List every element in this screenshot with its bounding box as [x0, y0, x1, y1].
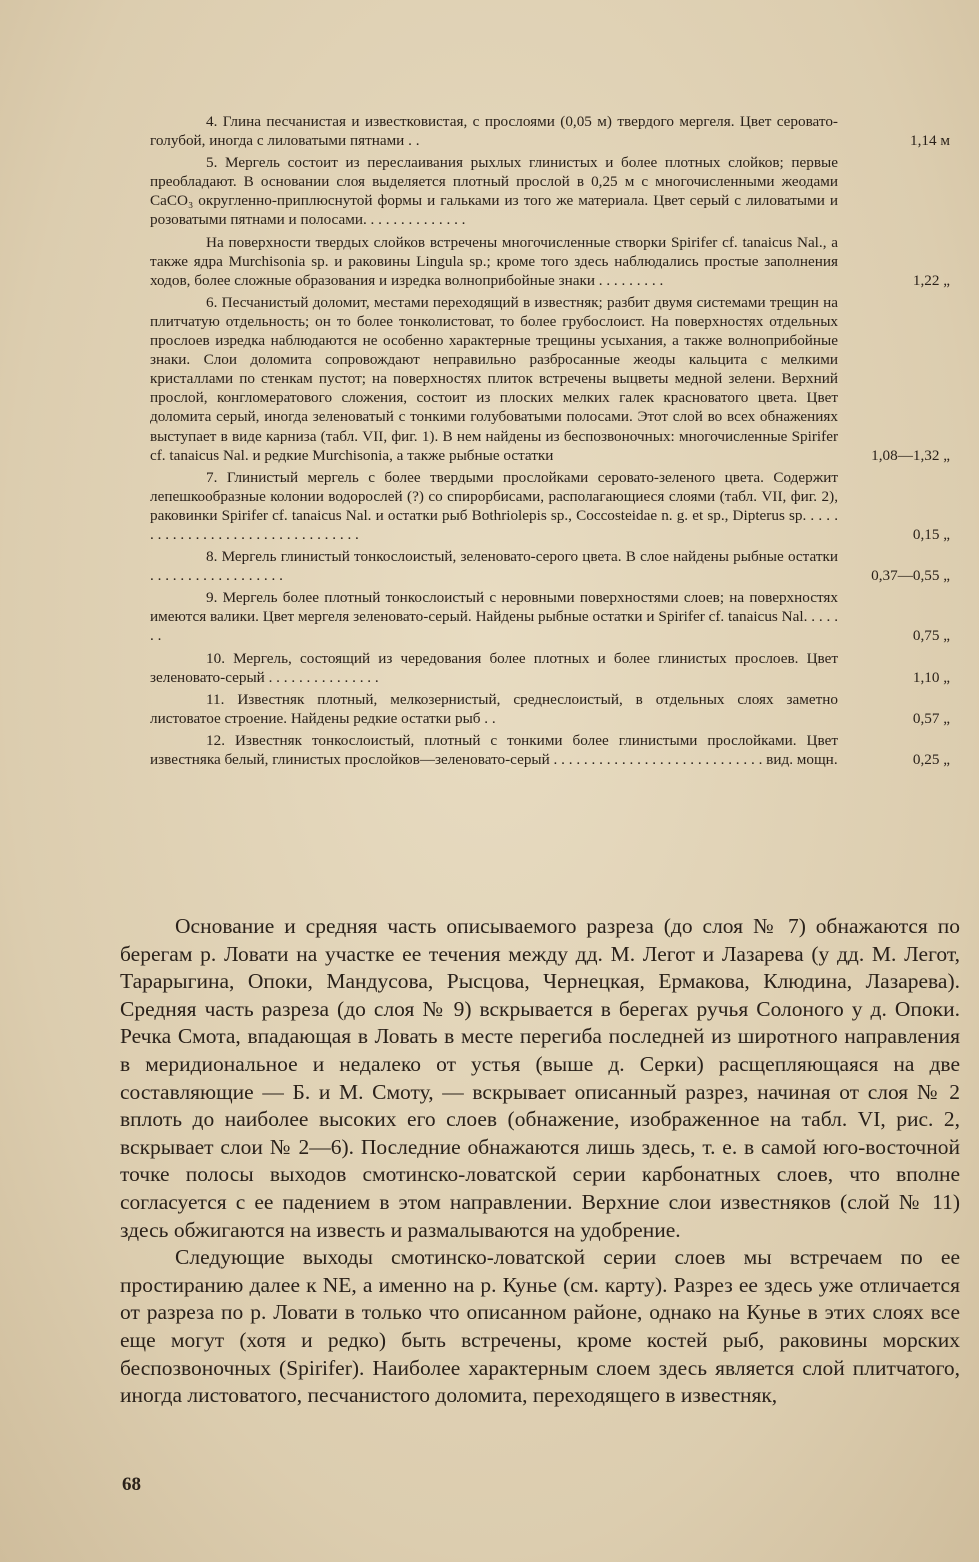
section-layer-list — [150, 112, 950, 769]
layer-description: 5. Мергель состоит из переслаивания рыхлых глинистых и более плотных слойков; первые преобладают. В основании слоя выделяется плотный прослой в 0,25 м с многочисленными жеодами CaCO₃ округленно-приплюснутой формы и гальками из того же материала. Цвет серый с лиловатыми и розоватыми пятнами и полосами. . . . . . . . . . . . . . — [150, 154, 838, 229]
layer-description: 6. Песчанистый доломит, местами переходящий в известняк; разбит двумя системами трещин на плитчатую отдельность; он то более тонколистоват, то более грубослоист. На поверхностях отдельных прослоев изредка наблюдаются не особенно характерные трещины усыхания, а также волноприбойные знаки. Слои доломита сопровождают неправильно разбросанные жеоды кальцита с мелкими кристаллами по стенкам пустот; на поверхностях плиток встречены выцветы медной зелени. Верхний прослой, конгломератового сложения, состоит из плоских мелких галек красноватого цвета. Цвет доломита серый, иногда зеленоватый с тонкими голубоватыми полосами. Этот слой во всех обнажениях выступает в виде карниза (табл. VII, фиг. 1). В нем найдены из беспозвоночных: многочисленные Spirifer cf. tanaicus Nal. и редкие Murchisonia, а также рыбные остатки — [150, 293, 838, 464]
layer-entry — [150, 690, 950, 728]
layer-thickness: 0,57 „ — [912, 709, 950, 727]
layer-entry — [150, 112, 950, 150]
layer-entry — [150, 547, 950, 585]
layer-thickness: 0,15 „ — [912, 525, 950, 543]
layer-description: На поверхности твердых слойков встречены многочисленные створки Spirifer cf. tanaicus Nal., а также ядра Murchisonia sp. и раковины Lingula sp.; кроме того здесь наблюдались простые заполнения ходов, более сложные образования и изредка волноприбойные знаки . . . . . . . . . — [150, 233, 838, 289]
layer-entry — [150, 233, 950, 290]
page-number: 68 — [122, 1474, 141, 1495]
layer-thickness: 0,37—0,55 „ — [871, 567, 950, 585]
layer-thickness: 1,08—1,32 „ — [871, 446, 950, 464]
layer-thickness: 0,75 „ — [912, 627, 950, 645]
layer-entry — [150, 588, 950, 645]
layer-description: 4. Глина песчанистая и известковистая, с прослоями (0,05 м) твердого мергеля. Цвет серовато-голубой, иногда с лиловатыми пятнами . . — [150, 113, 838, 150]
layer-description: 9. Мергель более плотный тонкослоистый с неровными поверхностями слоев; на поверхностях имеются валики. Цвет мергеля зеленовато-серый. Найдены рыбные остатки и Spirifer cf. tanaicus Nal. . . . . . . — [150, 589, 838, 645]
layer-entry — [150, 293, 950, 465]
layer-entry — [150, 649, 950, 687]
layer-description: 11. Известняк плотный, мелкозернистый, среднеслоистый, в отдельных слоях заметно листоватое строение. Найдены редкие остатки рыб . . — [150, 690, 838, 727]
layer-entry — [150, 468, 950, 544]
layer-thickness: 1,10 „ — [912, 668, 950, 686]
layer-thickness: 1,22 „ — [912, 271, 950, 289]
body-paragraph: Следующие выходы смотинско-ловатской серии слоев мы встречаем по ее простиранию далее к NE, а именно на р. Кунье (см. карту). Разрез ее здесь уже отличается от разреза по р. Ловати в только что описанном районе, однако на Кунье в этих слоях все еще могут (хотя и редко) быть встречены, кроме костей рыб, раковины морских беспозвоночных (Spirifer). Наиболее характерным слоем здесь является слой плитчатого, иногда листоватого, песчанистого доломита, переходящего в известняк, — [120, 1245, 960, 1408]
layer-description: 12. Известняк тонкослоистый, плотный с тонкими более глинистыми прослойками. Цвет известняка белый, глинистых прослойков—зеленовато-серый . . . . . . . . . . . . . . . . . . . . . . . . . . . . вид. мощн. — [150, 731, 838, 768]
layer-thickness: 0,25 „ — [912, 751, 950, 768]
layer-description: 7. Глинистый мергель с более твердыми прослойками серовато-зеленого цвета. Содержит лепешкообразные колонии водорослей (?) со спирорбисами, располагающиеся слоями (табл. VII, фиг. 2), раковинки Spirifer cf. tanaicus Nal. и остатки рыб Bothriolepis sp., Coccosteidae n. g. et sp., Dipterus sp. . . . . . . . . . . . . . . . . . . . . . . . . . . . . . . . . — [150, 468, 838, 543]
layer-entry — [150, 153, 950, 229]
layer-thickness: 1,14 м — [910, 132, 950, 150]
layer-entry — [150, 731, 950, 769]
layer-description: 10. Мергель, состоящий из чередования более плотных и более глинистых прослоев. Цвет зеленовато-серый . . . . . . . . . . . . . . . — [150, 649, 838, 686]
body-text — [120, 913, 960, 1410]
layer-description: 8. Мергель глинистый тонкослоистый, зеленовато-серого цвета. В слое найдены рыбные остатки . . . . . . . . . . . . . . . . . . — [150, 548, 838, 585]
body-paragraph: Основание и средняя часть описываемого разреза (до слоя № 7) обнажаются по берегам р. Ловати на участке ее течения между дд. М. Легот и Лазарева (у дд. М. Легот, Тарарыгина, Опоки, Мандусова, Рысцова, Чернецкая, Ермакова, Клюдина, Лазарева). Средняя часть разреза (до слоя № 9) вскрывается в берегах ручья Солоного у д. Опоки. Речка Смота, впадающая в Ловать в месте перегиба последней из широтного направления в меридиональное и недалеко от устья (выше д. Серки) расщепляющаяся на две составляющие — Б. и М. Смоту, — вскрывает описанный разрез, начиная от слоя № 2 вплоть до наиболее высоких его слоев (обнажение, изображенное на табл. VI, рис. 2, вскрывает слои № 2—6). Последние обнажаются лишь здесь, т. е. в самой юго-восточной точке полосы выходов смотинско-ловатской серии карбонатных слоев, что вполне согласуется с ее падением в этом направлении. Верхние слои известняков (слой № 11) здесь обжигаются на известь и размалываются на удобрение. — [120, 914, 960, 1242]
